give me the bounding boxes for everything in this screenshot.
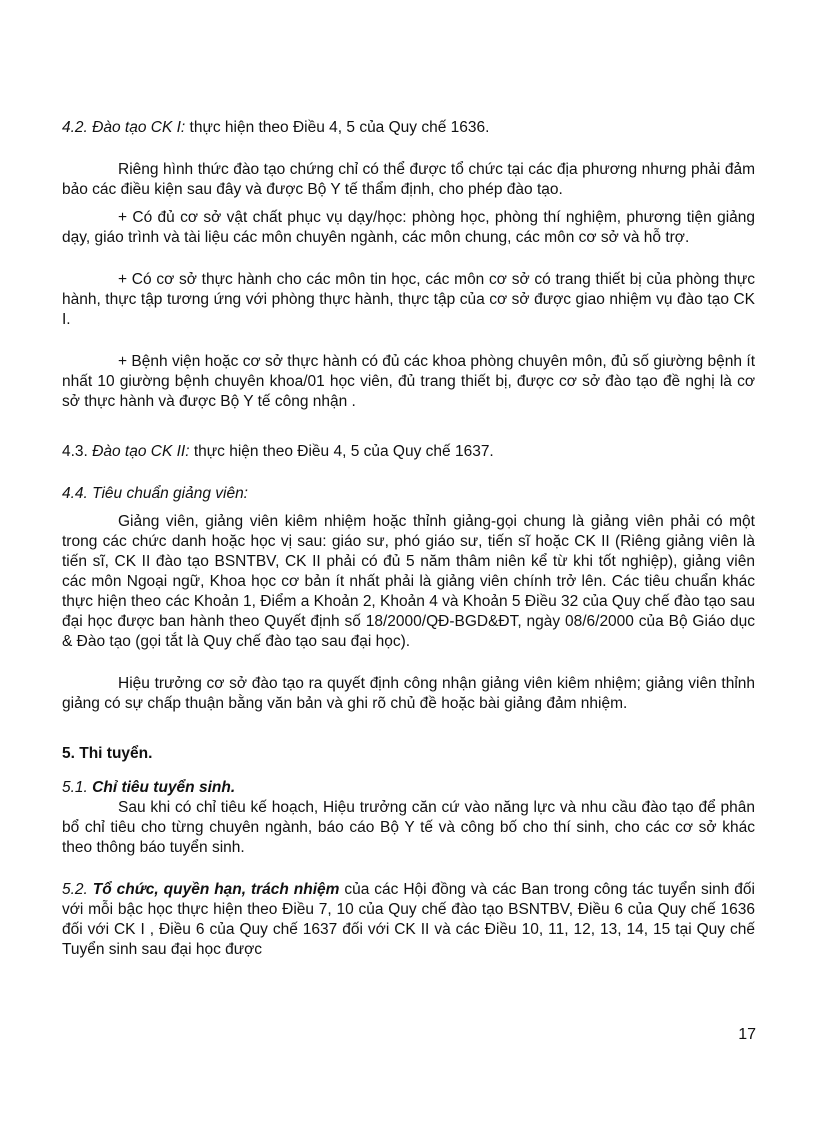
section-4-3-text: thực hiện theo Điều 4, 5 của Quy chế 1637. <box>189 443 494 460</box>
section-5-1-label: Chỉ tiêu tuyển sinh. <box>92 779 236 796</box>
paragraph: Giảng viên, giảng viên kiêm nhiệm hoặc thỉnh giảng-gọi chung là giảng viên phải có một trong các chức danh hoặc học vị sau: giáo sư, phó giáo sư, tiến sĩ hoặc CK II (Riêng giảng viên là tiến sĩ, CK II đào tạo BSNTBV, CK II phải có đủ 5 năm thâm niên kể từ khi tốt nghiệp), giảng viên các môn Ngoại ngữ, Khoa học cơ bản ít nhất phải là giảng viên chính trở lên. Các tiêu chuẩn khác thực hiện theo các Khoản 1, Điểm a Khoản 2, Khoản 4 và Khoản 5 Điều 32 của Quy chế đào tạo sau đại học được ban hành theo Quyết định số 18/2000/QĐ-BGD&ĐT, ngày 08/6/2000 của Bộ Giáo dục & Đào tạo (gọi tắt là Quy chế đào tạo sau đại học). <box>62 513 755 650</box>
paragraph: Riêng hình thức đào tạo chứng chỉ có thể được tổ chức tại các địa phương nhưng phải đảm bảo các điều kiện sau đây và được Bộ Y tế thẩm định, cho phép đào tạo. <box>62 161 755 198</box>
bullet-item: + Có đủ cơ sở vật chất phục vụ dạy/học: phòng học, phòng thí nghiệm, phương tiện giảng dạy, giáo trình và tài liệu các môn chuyên ngành, các môn chung, các môn cơ sở và hỗ trợ. <box>62 209 755 246</box>
paragraph: Sau khi có chỉ tiêu kế hoạch, Hiệu trưởng căn cứ vào năng lực và nhu cầu đào tạo để phân bổ chỉ tiêu cho từng chuyên ngành, báo cáo Bộ Y tế và công bố cho thí sinh, cho các cơ sở khác theo thông báo tuyển sinh. <box>62 799 755 856</box>
section-5-1-line <box>62 778 755 798</box>
bullet-item: + Bệnh viện hoặc cơ sở thực hành có đủ các khoa phòng chuyên môn, đủ số giường bệnh ít nhất 10 giường bệnh chuyên khoa/01 học viên, đủ trang thiết bị, được cơ sở đào tạo đề nghị là cơ sở thực hành và được Bộ Y tế công nhận . <box>62 353 755 410</box>
section-4-3-label: Đào tạo CK II: <box>92 443 190 460</box>
section-5-2-number: 5.2. <box>62 881 93 898</box>
bullet-item: + Có cơ sở thực hành cho các môn tin học, các môn cơ sở có trang thiết bị của phòng thực hành, thực tập tương ứng với phòng thực hành, thực tập của cơ sở được giao nhiệm vụ đào tạo CK I. <box>62 271 755 328</box>
section-4-3-number: 4.3. <box>62 443 93 460</box>
document-page <box>62 118 755 960</box>
section-4-2-text: thực hiện theo Điều 4, 5 của Quy chế 1636. <box>185 119 490 136</box>
section-4-3-line <box>62 442 755 462</box>
section-5-1-number: 5.1. <box>62 779 93 796</box>
section-5-2-text: của các Hội đồng và các Ban trong công tác tuyển sinh đối với mỗi bậc học thực hiện theo Điều 7, 10 của Quy chế đào tạo BSNTBV, Điều 6 của Quy chế 1636 đối với CK I , Điều 6 của Quy chế 1637 đối với CK II và các Điều 10, 11, 12, 13, 14, 15 tại Quy chế Tuyển sinh sau đại học được <box>62 881 755 958</box>
section-5-2-label: Tổ chức, quyền hạn, trách nhiệm <box>92 881 340 898</box>
section-4-2-line <box>62 118 755 138</box>
section-4-2-label: 4.2. Đào tạo CK I: <box>62 119 186 136</box>
paragraph: Hiệu trưởng cơ sở đào tạo ra quyết định công nhận giảng viên kiêm nhiệm; giảng viên thỉnh giảng có sự chấp thuận bằng văn bản và ghi rõ chủ đề hoặc bài giảng đảm nhiệm. <box>62 675 755 712</box>
section-4-4-label: 4.4. Tiêu chuẩn giảng viên: <box>62 485 248 502</box>
page-number: 17 <box>738 1026 756 1043</box>
section-5-2-paragraph <box>62 880 755 960</box>
section-5-heading: 5. Thi tuyển. <box>62 745 153 762</box>
